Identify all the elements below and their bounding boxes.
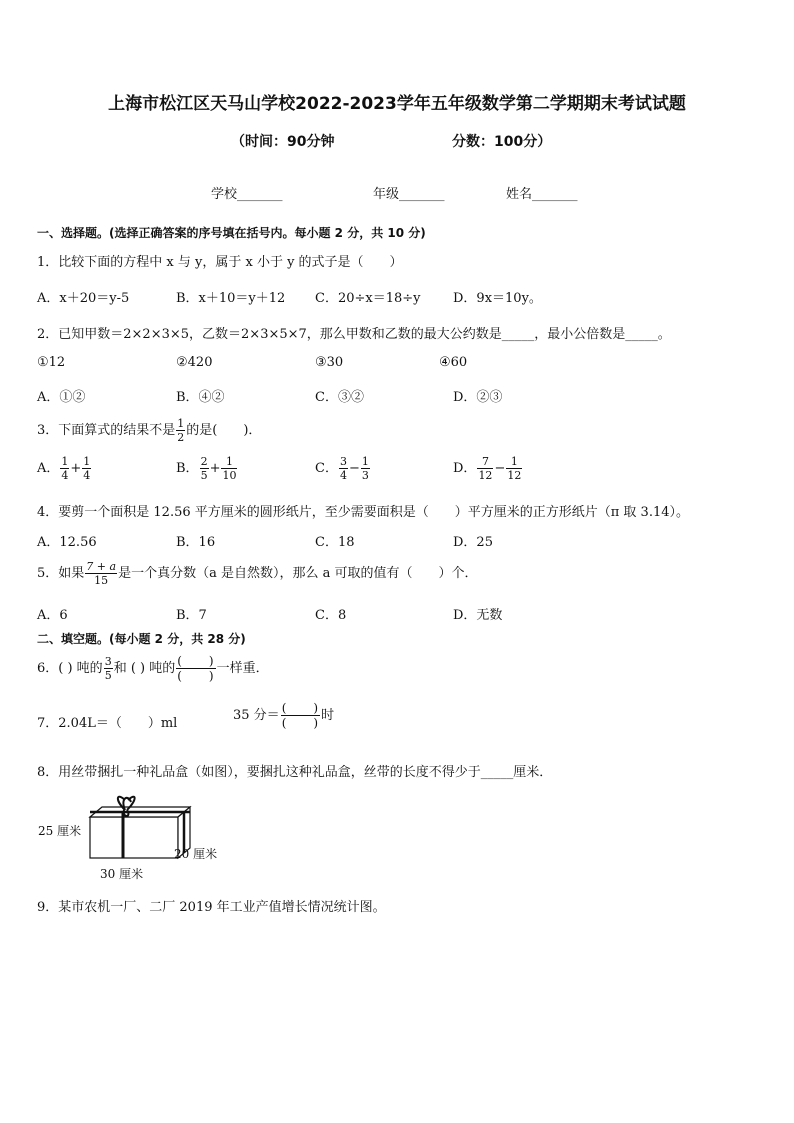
depth-label: 20 厘米 xyxy=(174,847,218,861)
name-field: 姓名_______ xyxy=(506,187,578,202)
option-label: D． xyxy=(453,461,477,476)
q1-option-a: A．x＋20＝y-5 xyxy=(37,291,130,306)
q5-option-b: B．7 xyxy=(176,608,207,623)
q2-option-b: B．④② xyxy=(176,390,225,405)
operator: − xyxy=(494,461,506,476)
fraction-numerator: 7 + a xyxy=(86,560,117,573)
q6-stem xyxy=(37,655,269,682)
q8-stem: 8．用丝带捆扎一种礼品盒（如图），要捆扎这种礼品盒，丝带的长度不得少于_____厘米． xyxy=(37,765,553,780)
q3-option-c xyxy=(315,456,371,481)
q5-stem-fraction xyxy=(85,561,117,586)
fraction xyxy=(339,456,348,481)
q5-stem-after: 是一个真分数（a 是自然数），那么 a 可取的值有（ ）个． xyxy=(118,566,478,581)
operator: − xyxy=(348,461,360,476)
section1-heading: 一、选择题。(选择正确答案的序号填在括号内。每小题 2 分，共 10 分) xyxy=(37,226,426,240)
q3-stem xyxy=(37,418,261,443)
fraction-denominator: 4 xyxy=(83,469,91,482)
q6-after: 一样重． xyxy=(216,661,269,676)
fraction-denominator: 12 xyxy=(478,469,493,482)
option-label: B． xyxy=(176,461,199,476)
q6-before: 6．( ) 吨的 xyxy=(37,661,103,676)
q3-stem-after: 的是( )． xyxy=(186,423,262,438)
fraction-numerator: 3 xyxy=(339,455,347,468)
fraction-numerator: 1 xyxy=(506,456,522,469)
fraction xyxy=(82,456,91,481)
q3-option-a xyxy=(37,456,92,481)
q3-option-d xyxy=(453,456,523,481)
q2-option-d: D．②③ xyxy=(453,390,503,405)
fraction-numerator: 1 xyxy=(221,456,237,469)
school-field: 学校_______ xyxy=(211,187,283,202)
fraction xyxy=(361,456,370,481)
q1-option-b: B．x＋10＝y＋12 xyxy=(176,291,286,306)
fraction-denominator: 4 xyxy=(339,469,347,482)
q2-choice-3: ③30 xyxy=(315,355,344,370)
height-label: 25 厘米 xyxy=(38,824,82,838)
q3-option-b xyxy=(176,456,238,481)
q2-choice-4: ④60 xyxy=(439,355,468,370)
fraction-numerator: 7 xyxy=(477,456,493,469)
fraction xyxy=(477,456,493,481)
q6-blank-fraction xyxy=(176,655,215,682)
fraction-numerator: 1 xyxy=(61,455,69,468)
exam-score: 分数：100分） xyxy=(452,134,552,150)
fraction-numerator: 1 xyxy=(83,455,91,468)
q4-option-b: B．16 xyxy=(176,535,216,550)
q5-option-c: C．8 xyxy=(315,608,347,623)
q6-fraction xyxy=(104,656,113,681)
fraction-denominator-blank: ( ) xyxy=(281,716,320,730)
fraction-denominator: 2 xyxy=(177,431,185,444)
q1-option-d: D．9x＝10y。 xyxy=(453,291,542,306)
operator: + xyxy=(70,461,82,476)
fraction-denominator: 5 xyxy=(104,669,112,682)
option-label: C． xyxy=(315,461,338,476)
q4-option-a: A．12.56 xyxy=(37,535,97,550)
q2-option-a: A．①② xyxy=(37,390,86,405)
q3-stem-fraction xyxy=(176,418,185,443)
q5-stem-before: 5．如果 xyxy=(37,566,85,581)
q3-stem-before: 3．下面算式的结果不是 xyxy=(37,423,176,438)
exam-time: （时间：90分钟 xyxy=(231,134,335,150)
fraction-numerator: 2 xyxy=(200,455,208,468)
option-label: A． xyxy=(37,461,60,476)
q7-part1: 7．2.04L＝（ ）ml xyxy=(37,716,178,731)
q5-option-d: D．无数 xyxy=(453,608,503,623)
fraction-denominator: 12 xyxy=(507,469,522,482)
fraction-numerator: 1 xyxy=(361,455,369,468)
q5-stem xyxy=(37,561,477,586)
q2-stem: 2．已知甲数＝2×2×3×5，乙数＝2×3×5×7，那么甲数和乙数的最大公约数是_____，最小公倍数是_____。 xyxy=(37,327,671,342)
q1-option-c: C．20÷x＝18÷y xyxy=(315,291,421,306)
fraction-denominator: 10 xyxy=(222,469,237,482)
fraction-numerator: 3 xyxy=(104,655,112,668)
q4-option-c: C．18 xyxy=(315,535,355,550)
grade-field: 年级_______ xyxy=(373,187,445,202)
q4-stem: 4．要剪一个面积是 12.56 平方厘米的圆形纸片，至少需要面积是（ ）平方厘米的正方形纸片（π 取 3.14）。 xyxy=(37,505,690,520)
fraction xyxy=(506,456,522,481)
length-label: 30 厘米 xyxy=(100,867,144,881)
fraction-denominator: 3 xyxy=(361,469,369,482)
fraction-denominator: 15 xyxy=(94,574,109,587)
q7-part2-after: 时 xyxy=(321,708,335,723)
q9-stem: 9．某市农机一厂、二厂 2019 年工业产值增长情况统计图。 xyxy=(37,900,386,915)
q7-blank-fraction xyxy=(281,702,320,729)
q2-choice-2: ②420 xyxy=(176,355,213,370)
fraction-numerator-blank: ( ) xyxy=(177,654,215,668)
q6-mid: 和 ( ) 吨的 xyxy=(113,661,176,676)
section2-heading: 二、填空题。(每小题 2 分，共 28 分) xyxy=(37,632,246,646)
fraction xyxy=(60,456,69,481)
q7-part2-before: 35 分＝ xyxy=(233,708,280,723)
q5-option-a: A．6 xyxy=(37,608,68,623)
box-front-face xyxy=(90,817,178,858)
fraction-denominator-blank: ( ) xyxy=(177,669,215,683)
q7-part2 xyxy=(233,702,334,729)
page-title: 上海市松江区天马山学校2022-2023学年五年级数学第二学期期末考试试题 xyxy=(108,94,686,114)
fraction xyxy=(221,456,237,481)
q2-option-c: C．③② xyxy=(315,390,364,405)
fraction xyxy=(200,456,209,481)
gift-box-figure xyxy=(30,788,230,884)
fraction-numerator-blank: ( ) xyxy=(281,701,320,715)
fraction-denominator: 5 xyxy=(200,469,208,482)
q1-stem: 1．比较下面的方程中 x 与 y，属于 x 小于 y 的式子是（ ） xyxy=(37,255,403,270)
q4-option-d: D．25 xyxy=(453,535,493,550)
operator: + xyxy=(209,461,221,476)
q2-choice-1: ①12 xyxy=(37,355,66,370)
fraction-denominator: 4 xyxy=(61,469,69,482)
fraction-numerator: 1 xyxy=(177,417,185,430)
